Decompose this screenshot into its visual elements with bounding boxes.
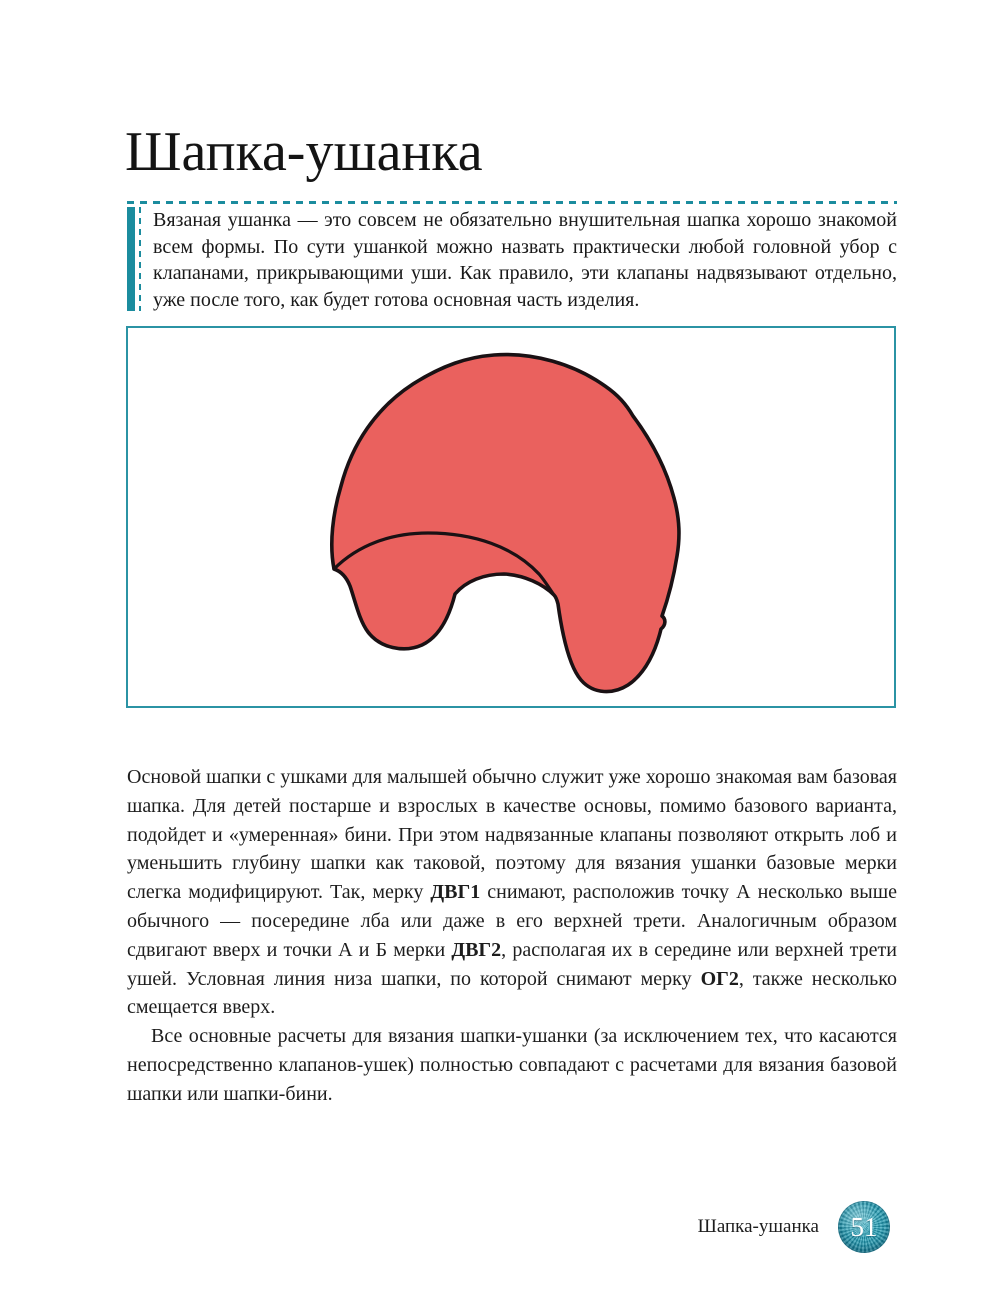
hat-illustration-frame: [126, 326, 896, 708]
body-text: [127, 763, 897, 1109]
footer-chapter-label: Шапка-ушанка: [697, 1216, 819, 1237]
body-paragraph-1: Основой шапки с ушками для малышей обычно служит уже хорошо знакомая вам базовая шапка. Для детей постарше и взрослых в качестве основы, помимо базового варианта, подойдет и «умеренная» бини. При этом надвязанные клапаны позволяют открыть лоб и уменьшить глубину шапки как таковой, поэтому для вязания ушанки базовые мерки слегка модифицируют. Так, мерку ДВГ1 снимают, расположив точку А несколько выше обычного — посередине лба или даже в его верхней трети. Аналогичным образом сдвигают вверх и точки А и Б мерки ДВГ2, располагая их в середине или верхней трети ушей. Условная линия низа шапки, по которой снимают мерку ОГ2, также несколько смещается вверх.: [127, 766, 898, 1019]
page-number: 51: [850, 1211, 878, 1242]
page-title: Шапка-ушанка: [125, 121, 483, 183]
body-paragraph-2: Все основные расчеты для вязания шапки-ушанки (за исключением тех, что касаются непосредственно клапанов-ушек) полностью совпадают с расчетами для вязания базовой шапки или шапки-бини.: [127, 1025, 897, 1105]
intro-block: [127, 201, 897, 313]
ushanka-hat-illustration: [128, 328, 894, 706]
intro-accent-bar: [127, 207, 135, 311]
intro-top-dashed-rule: [127, 201, 897, 204]
intro-body: [127, 207, 897, 313]
intro-left-dashed-rule: [139, 207, 141, 311]
intro-paragraph: Вязаная ушанка — это совсем не обязательно внушительная шапка хорошо знакомой всем формы. По сути ушанкой можно назвать практически любой головной убор с клапанами, прикрывающими уши. Как правило, эти клапаны надвязывают отдельно, уже после того, как будет готова основная часть изделия.: [153, 209, 897, 311]
ushanka-hat-silhouette: [332, 355, 679, 692]
page-footer: [698, 1201, 890, 1253]
page-number-badge: [838, 1201, 890, 1253]
